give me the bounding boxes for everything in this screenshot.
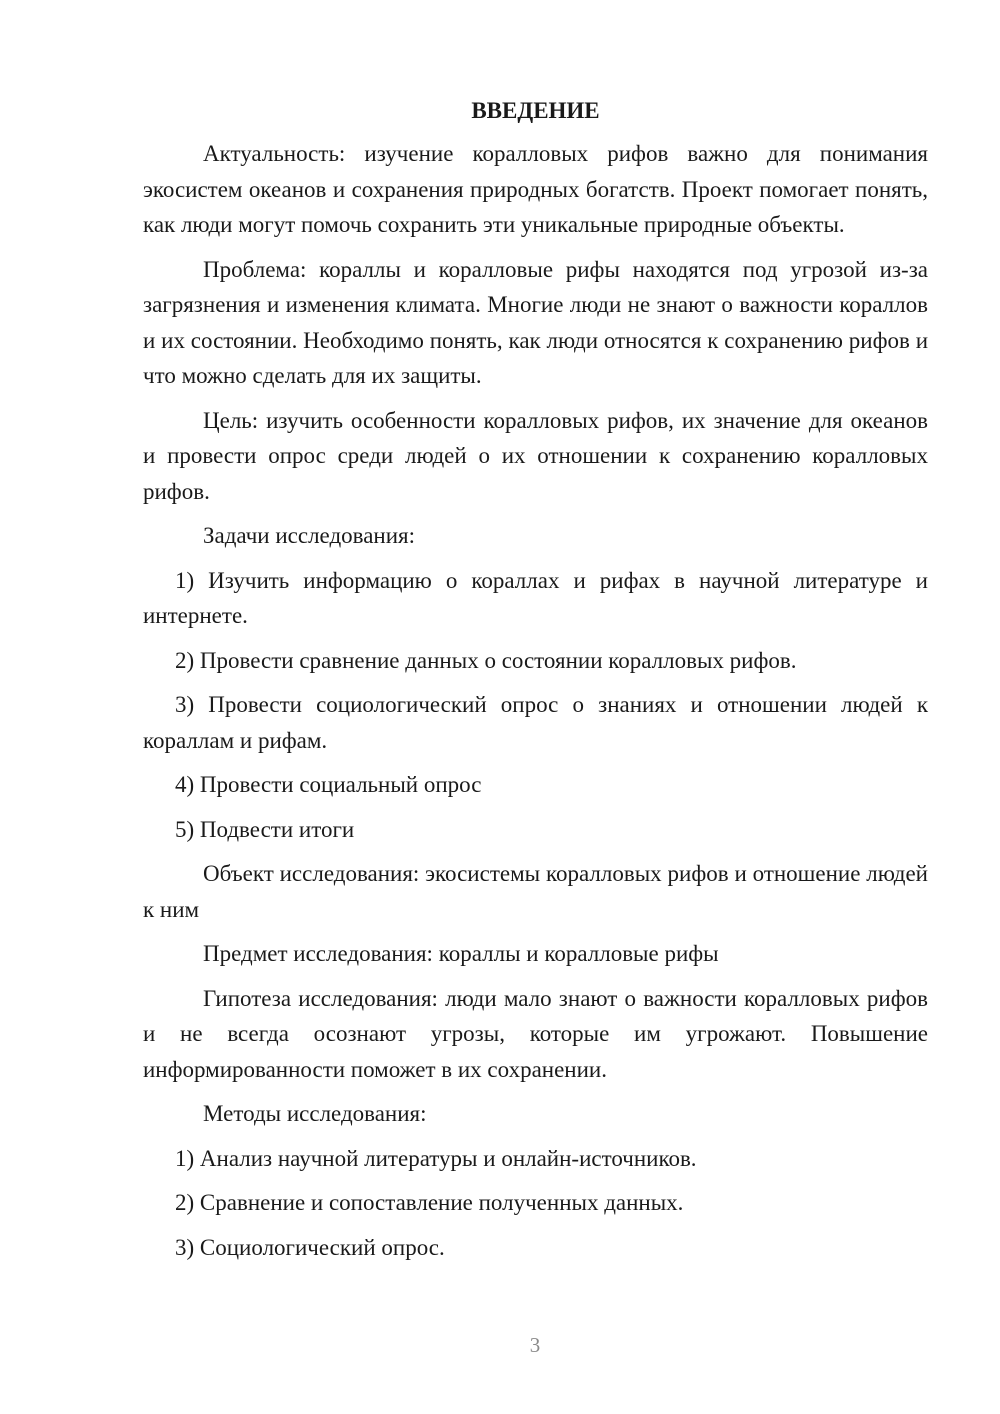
subject-paragraph: Предмет исследования: кораллы и коралловые рифы: [203, 941, 719, 966]
tasks-heading: Задачи исследования:: [203, 523, 416, 548]
section-title: ВВЕДЕНИЕ: [471, 98, 600, 123]
method-item-1: 1) Анализ научной литературы и онлайн-источников.: [175, 1145, 697, 1171]
problem-paragraph: Проблема: кораллы и коралловые рифы находятся под угрозой из-за загрязнения и изменения климата. Многие люди не знают о важности кораллов и их состоянии. Необходимо понять, как люди относятся к сохранению рифов и что можно сделать для их защиты.: [143, 256, 928, 388]
task-item-5: 5) Подвести итоги: [175, 816, 355, 842]
document-body: [143, 96, 928, 1274]
method-item-2: 2) Сравнение и сопоставление полученных данных.: [175, 1190, 684, 1215]
methods-heading: Методы исследования:: [203, 1101, 427, 1126]
object-paragraph: Объект исследования: экосистемы коралловых рифов и отношение людей к ним: [143, 861, 928, 922]
method-item-3: 3) Социологический опрос.: [175, 1234, 445, 1260]
task-item-1: 1) Изучить информацию о кораллах и рифах в научной литературе и интернете.: [143, 567, 928, 628]
goal-paragraph: Цель: изучить особенности коралловых рифов, их значение для океанов и провести опрос среди людей о их отношении к сохранению коралловых рифов.: [143, 407, 928, 504]
relevance-paragraph: Актуальность: изучение коралловых рифов важно для понимания экосистем океанов и сохранения природных богатств. Проект помогает понять, как люди могут помочь сохранить эти уникальные природные объекты.: [143, 141, 928, 237]
task-item-2: 2) Провести сравнение данных о состоянии коралловых рифов.: [175, 647, 797, 673]
task-item-3: 3) Провести социологический опрос о знаниях и отношении людей к кораллам и рифам.: [143, 692, 928, 753]
page-number: 3: [529, 1333, 541, 1357]
hypothesis-paragraph: Гипотеза исследования: люди мало знают о важности коралловых рифов и не всегда осознают угрозы, которые им угрожают. Повышение информированности поможет в их сохранении.: [143, 985, 928, 1082]
task-item-4: 4) Провести социальный опрос: [175, 772, 482, 797]
